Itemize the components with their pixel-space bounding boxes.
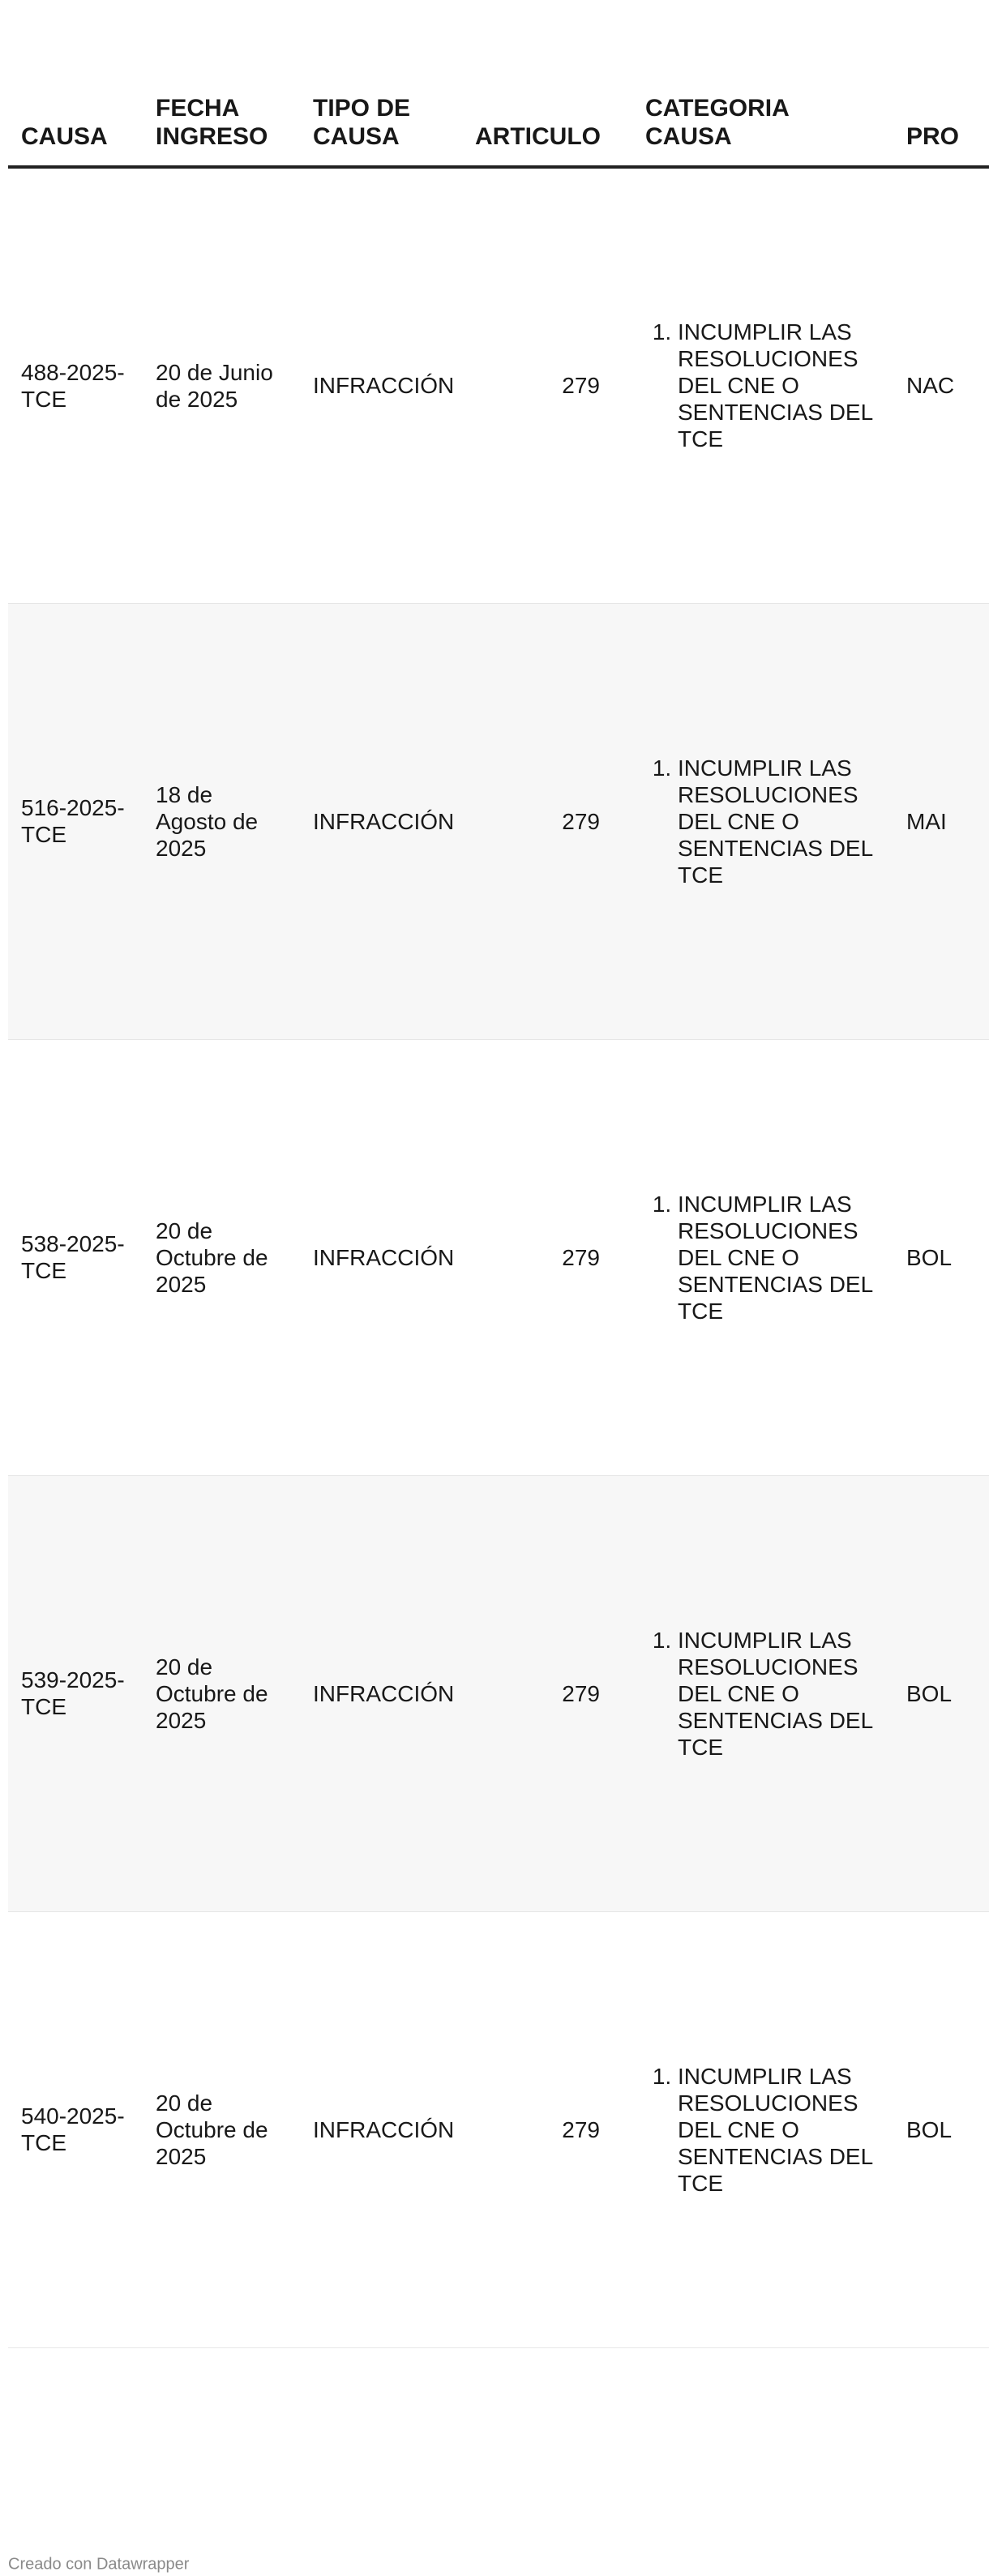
datawrapper-credit: Creado con Datawrapper	[8, 2555, 190, 2574]
cell-provincia: NAC	[906, 373, 955, 399]
cell-articulo: 279	[562, 1680, 600, 1706]
table-row	[8, 1039, 989, 1475]
cell-categoria	[613, 1475, 893, 1911]
cell-fecha: 20 de Octubre de 2025	[156, 1654, 268, 1733]
cell-fecha: 20 de Octubre de 2025	[156, 2090, 268, 2169]
table-row	[8, 1475, 989, 1911]
cell-causa: 539-2025-TCE	[21, 1667, 125, 1719]
header-causa[interactable]: CAUSA	[8, 0, 143, 167]
header-articulo[interactable]: ARTICULO	[462, 0, 613, 167]
cell-fecha: 20 de Octubre de 2025	[156, 1217, 268, 1297]
header-tipo-de-causa[interactable]: TIPO DE CAUSA	[300, 0, 462, 167]
cell-articulo: 279	[562, 373, 600, 399]
cell-causa: 488-2025-TCE	[21, 359, 125, 412]
data-table-container	[8, 0, 989, 2348]
table-header	[8, 0, 989, 167]
cell-provincia: BOL	[906, 2116, 953, 2142]
cell-provincia: BOL	[906, 1244, 953, 1270]
table-row	[8, 1911, 989, 2347]
cell-fecha: 20 de Junio de 2025	[156, 359, 273, 412]
cell-articulo: 279	[562, 2116, 600, 2142]
cell-provincia: MAI	[906, 808, 947, 834]
header-provincia[interactable]: PRO	[893, 0, 989, 167]
cell-tipo: INFRACCIÓN	[313, 373, 455, 399]
categoria-item: 1. INCUMPLIR LAS RESOLUCIONES DEL CNE O SENTENCIAS DEL TCE	[678, 1627, 880, 1761]
cell-tipo: INFRACCIÓN	[313, 808, 455, 834]
cell-causa: 538-2025-TCE	[21, 1231, 125, 1283]
cell-tipo: INFRACCIÓN	[313, 1244, 455, 1270]
categoria-item: 1. INCUMPLIR LAS RESOLUCIONES DEL CNE O SENTENCIAS DEL TCE	[678, 1191, 880, 1324]
cell-causa: 516-2025-TCE	[21, 795, 125, 847]
categoria-list	[645, 2063, 880, 2197]
cell-articulo: 279	[562, 1244, 600, 1270]
table-row	[8, 603, 989, 1039]
cell-tipo: INFRACCIÓN	[313, 1680, 455, 1706]
header-fecha-ingreso[interactable]: FECHA INGRESO	[143, 0, 300, 167]
cell-categoria	[613, 1911, 893, 2347]
cell-categoria	[613, 1039, 893, 1475]
cell-articulo: 279	[562, 808, 600, 834]
categoria-list	[645, 1191, 880, 1324]
table-row	[8, 167, 989, 603]
cell-causa: 540-2025-TCE	[21, 2103, 125, 2155]
cell-categoria	[613, 603, 893, 1039]
categoria-item: 1. INCUMPLIR LAS RESOLUCIONES DEL CNE O SENTENCIAS DEL TCE	[678, 755, 880, 888]
cell-provincia: BOL	[906, 1680, 953, 1706]
cell-fecha: 18 de Agosto de 2025	[156, 781, 259, 861]
causas-table	[8, 0, 989, 2348]
cell-categoria	[613, 167, 893, 603]
categoria-item: 1. INCUMPLIR LAS RESOLUCIONES DEL CNE O SENTENCIAS DEL TCE	[678, 2063, 880, 2197]
categoria-list	[645, 1627, 880, 1761]
header-categoria-causa[interactable]: CATEGORIA CAUSA	[613, 0, 893, 167]
categoria-list	[645, 755, 880, 888]
categoria-item: 1. INCUMPLIR LAS RESOLUCIONES DEL CNE O SENTENCIAS DEL TCE	[678, 319, 880, 452]
cell-tipo: INFRACCIÓN	[313, 2116, 455, 2142]
categoria-list	[645, 319, 880, 452]
